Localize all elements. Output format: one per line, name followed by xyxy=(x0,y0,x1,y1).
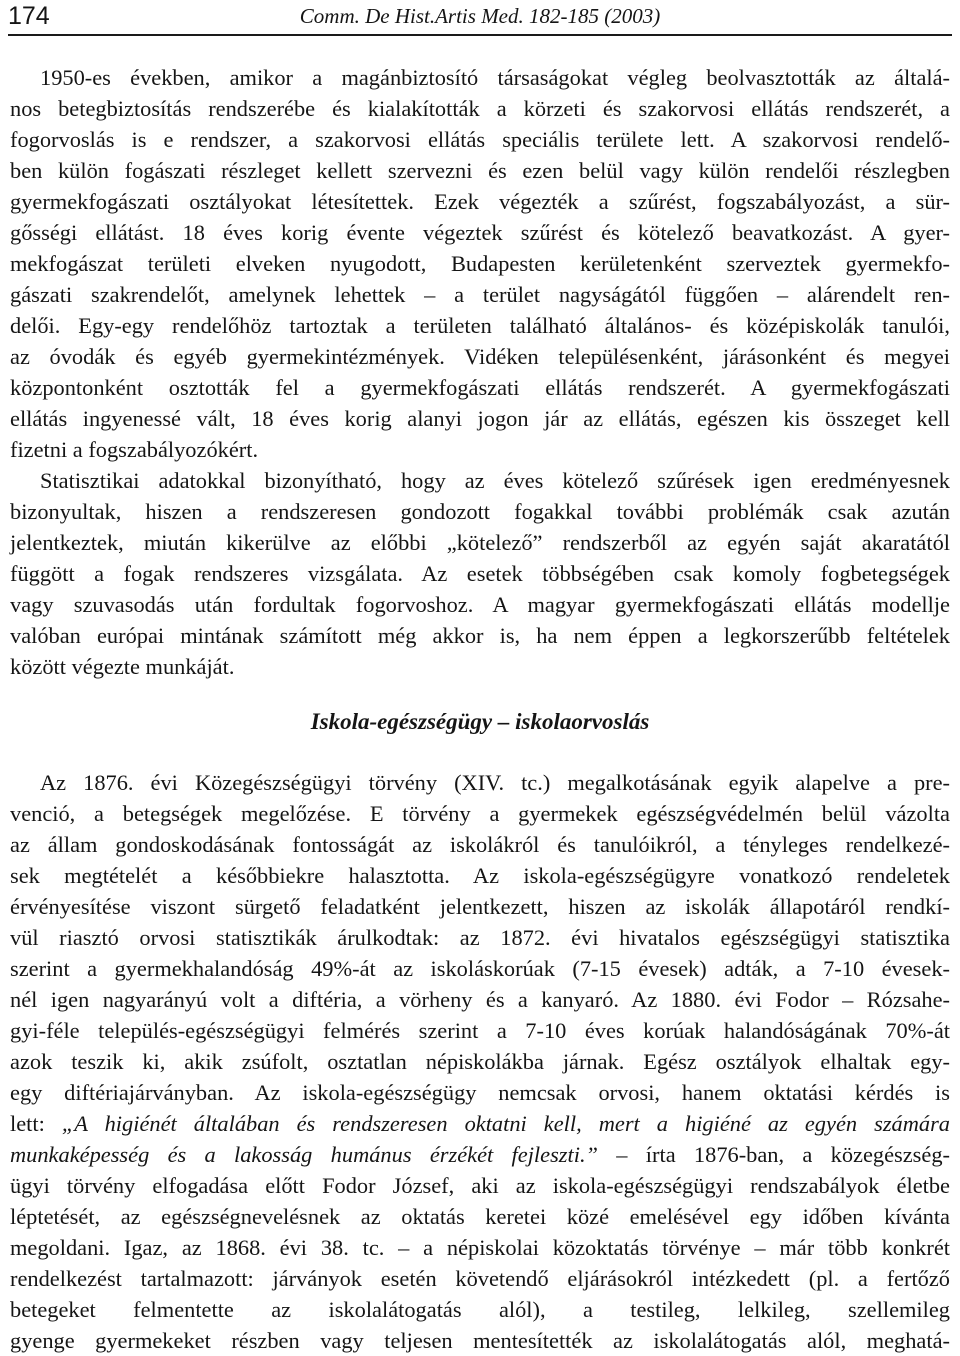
section-heading: Iskola-egészségügy – iskolaorvoslás xyxy=(310,709,650,734)
text-line: valóban európai mintának számított még akkor is, ha nem éppen a legkorszerűbb feltételek xyxy=(10,623,950,648)
text-line: venció, a betegségek megelőzése. E törvény a gyermekek egészségvédelmén belül vázolta xyxy=(10,801,950,826)
quotation-text: munkaképesség és a lakosság humánus érzékét fejleszti.” xyxy=(10,1142,598,1167)
text-line: ügyi törvény elfogadása előtt Fodor József, aki az iskola-egészségügyi rendszabályok életbe xyxy=(10,1173,950,1198)
quote-lead-in: lett: xyxy=(10,1111,62,1136)
text-line: nél igen nagyarányú volt a diftéria, a vörheny és a kanyaró. Az 1880. évi Fodor – Rózsahe- xyxy=(10,987,950,1012)
text-line: az állam gondoskodásának fontosságát az iskolákról és tanulóikról, a tényleges rendelkezé- xyxy=(10,832,950,857)
paragraph-1 xyxy=(10,62,950,465)
text-line: megoldani. Igaz, az 1868. évi 38. tc. – a népiskolai közoktatás törvénye – már több konkrét xyxy=(10,1235,950,1260)
text-line: bizonyultak, hiszen a rendszeresen gondozott fogakkal további problémák csak azután xyxy=(10,499,950,524)
text-line: gyermekfogászati osztályokat létesítettek. Ezek végezték a szűrést, fogszabályozást, a sür- xyxy=(10,189,950,214)
text-line: sek megtételét a későbbiekre halasztotta. Az iskola-egészségügyre vonatkozó rendeletek xyxy=(10,863,950,888)
paragraph-3 xyxy=(10,767,950,1356)
text-line: Statisztikai adatokkal bizonyítható, hogy az éves kötelező szűrések igen eredményesnek xyxy=(40,468,950,493)
text-line: egy diftériajárványban. Az iskola-egészségügy nemcsak orvosi, hanem oktatási kérdés is xyxy=(10,1080,950,1105)
text-line: nos betegbiztosítás rendszerébe és kialakították a körzeti és szakorvosi ellátás rendszerét, a xyxy=(10,96,950,121)
text-line: függött a fogak rendszeres vizsgálata. Az esetek többségében csak komoly fogbetegségek xyxy=(10,561,950,586)
text-line: fogorvoslás is e rendszer, a szakorvosi ellátás speciális területe lett. A szakorvosi rendelő- xyxy=(10,127,950,152)
text-line: léptetését, az egészségnevelésnek az oktatás keretei közé emelésével egy időben kívánta xyxy=(10,1204,950,1229)
text-line: betegeket felmentette az iskolalátogatás alól), a testileg, lelkileg, szellemileg xyxy=(10,1297,950,1322)
text-line: rendelkezést tartalmazott: járványok esetén követendő eljárásokról intézkedett (pl. a fertőző xyxy=(10,1266,950,1291)
text-line: vül riasztó orvosi statisztikák árulkodtak: az 1872. évi hivatalos egészségügyi statisztika xyxy=(10,925,950,950)
quote-attribution: – írta 1876-ban, a közegészség- xyxy=(598,1142,950,1167)
text-line: mekfogászat területi elveken nyugodott, Budapesten kerületenként szerveztek gyermekfo- xyxy=(10,251,950,276)
text-line: jelentkeztek, miután kikerülve az előbbi „kötelező” rendszerből az egyén saját akaratától xyxy=(10,530,950,555)
text-line: azok teszik ki, akik zsúfolt, osztatlan népiskolákba járnak. Egész osztályok elhaltak egy- xyxy=(10,1049,950,1074)
text-line: gászati szakrendelőt, amelynek lehettek – a terület nagyságától függően – alárendelt ren- xyxy=(10,282,950,307)
text-line: között végezte munkáját. xyxy=(10,654,235,679)
text-line: 1950-es években, amikor a magánbiztosító társaságokat végleg beolvasztották az általá- xyxy=(40,65,950,90)
text-line: gősségi ellátást. 18 éves korig évente végeztek szűrést és kötelező beavatkozást. A gyer- xyxy=(10,220,950,245)
text-line: ben külön fogászati részleget kellett szervezni és ezen belül vagy külön rendelői részlegben xyxy=(10,158,950,183)
text-line: gyi-féle település-egészségügyi felmérés szerint a 7-10 éves korúak halandóságának 70%-át xyxy=(10,1018,950,1043)
text-line: vagy szuvasodás után fordultak fogorvoshoz. A magyar gyermekfogászati ellátás modellje xyxy=(10,592,950,617)
journal-reference: Comm. De Hist.Artis Med. 182-185 (2003) xyxy=(299,4,661,28)
text-line: fizetni a fogszabályozókért. xyxy=(10,437,259,462)
text-line: ellátás ingyenessé vált, 18 éves korig alanyi jogon jár az ellátás, egészen kis összeget kell xyxy=(10,406,950,431)
text-line: az óvodák és egyéb gyermekintézmények. Vidéken településenként, járásonként és megyei xyxy=(10,344,950,369)
text-line: Az 1876. évi Közegészségügyi törvény (XIV. tc.) megalkotásának egyik alapelve a pre- xyxy=(40,770,950,795)
text-line: központonként osztották fel a gyermekfogászati ellátás rendszerét. A gyermekfogászati xyxy=(10,375,950,400)
page-number: 174 xyxy=(8,2,50,30)
text-line: gyenge gyermekeket részben vagy teljesen mentesítették az iskolalátogatás alól, meghatá- xyxy=(10,1328,950,1353)
quote-line xyxy=(10,1139,950,1170)
quote-line xyxy=(10,1108,950,1139)
running-header xyxy=(8,0,952,36)
paragraph-2 xyxy=(10,465,950,682)
quotation-text: „A higiénét általában és rendszeresen oktatni kell, mert a higiéné az egyén számára xyxy=(61,1111,950,1136)
text-line: érvényesítése viszont sürgető feladatként jelentkezett, hiszen az iskolák állapotáról rendkí- xyxy=(10,894,950,919)
text-line: delői. Egy-egy rendelőhöz tartoztak a területen található általános- és középiskolák tanulói, xyxy=(10,313,950,338)
text-line: szerint a gyermekhalandóság 49%-át az iskoláskorúak (7-15 évesek) adták, a 7-10 évesek- xyxy=(10,956,950,981)
